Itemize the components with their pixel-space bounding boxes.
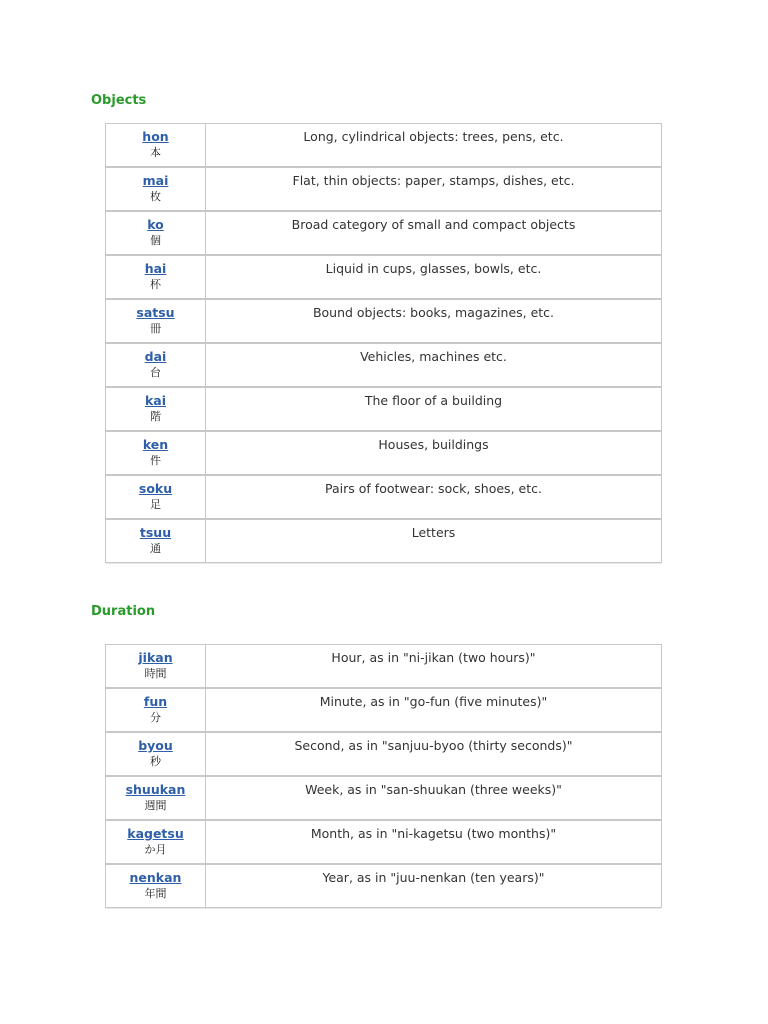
counter-cell (106, 821, 206, 863)
counter-meaning: Pairs of footwear: sock, shoes, etc. (325, 481, 542, 496)
table-row (105, 431, 662, 475)
counter-link-shuukan[interactable]: shuukan (125, 782, 186, 797)
counter-link-kagetsu[interactable]: kagetsu (127, 826, 184, 841)
table-row (105, 519, 662, 563)
table-row (105, 776, 662, 820)
counter-cell (106, 212, 206, 254)
counter-kanji: 秒 (150, 755, 161, 768)
counter-kanji: 時間 (144, 667, 167, 680)
counter-kanji: 週間 (144, 799, 167, 812)
counter-link-hai[interactable]: hai (144, 261, 167, 276)
table-row (105, 475, 662, 519)
table-row (105, 820, 662, 864)
counter-link-tsuu[interactable]: tsuu (139, 525, 172, 540)
counter-meaning: Bound objects: books, magazines, etc. (312, 305, 555, 320)
counter-cell (106, 733, 206, 775)
counter-meaning: Letters (411, 525, 456, 540)
counter-kanji: 件 (150, 454, 161, 467)
counter-meaning: Flat, thin objects: paper, stamps, dishes, etc. (292, 173, 575, 188)
table-row (105, 299, 662, 343)
counter-link-ken[interactable]: ken (142, 437, 169, 452)
table-row (105, 644, 662, 688)
counter-meaning: Second, as in "sanjuu-byoo (thirty seconds)" (294, 738, 573, 753)
counter-cell (106, 124, 206, 166)
counter-link-mai[interactable]: mai (142, 173, 169, 188)
counter-kanji: 本 (150, 146, 161, 159)
counter-link-jikan[interactable]: jikan (138, 650, 173, 665)
counter-kanji: 台 (150, 366, 161, 379)
counter-link-byou[interactable]: byou (138, 738, 173, 753)
counter-cell (106, 344, 206, 386)
counter-kanji: 杯 (150, 278, 161, 291)
table-row (105, 387, 662, 431)
counter-kanji: 通 (150, 542, 161, 555)
counter-link-hon[interactable]: hon (142, 129, 169, 144)
counter-meaning: Year, as in "juu-nenkan (ten years)" (322, 870, 545, 885)
counter-cell (106, 432, 206, 474)
counter-link-satsu[interactable]: satsu (136, 305, 175, 320)
table-row (105, 343, 662, 387)
table-row (105, 864, 662, 908)
counter-cell (106, 689, 206, 731)
counter-meaning: Month, as in "ni-kagetsu (two months)" (310, 826, 557, 841)
counter-meaning: Hour, as in "ni-jikan (two hours)" (331, 650, 536, 665)
counter-kanji: 分 (150, 711, 161, 724)
counter-link-soku[interactable]: soku (138, 481, 173, 496)
counter-cell (106, 476, 206, 518)
duration-table (105, 644, 662, 908)
counter-link-kai[interactable]: kai (144, 393, 167, 408)
counter-cell (106, 520, 206, 562)
counter-cell (106, 865, 206, 907)
counter-kanji: か月 (144, 843, 167, 856)
counter-kanji: 冊 (150, 322, 161, 335)
counter-cell (106, 645, 206, 687)
counter-kanji: 枚 (150, 190, 161, 203)
table-row (105, 688, 662, 732)
counter-kanji: 個 (150, 234, 161, 247)
counter-cell (106, 777, 206, 819)
counter-link-ko[interactable]: ko (147, 217, 164, 232)
counter-meaning: Broad category of small and compact objects (291, 217, 576, 232)
counter-cell (106, 168, 206, 210)
counter-link-fun[interactable]: fun (143, 694, 168, 709)
counter-link-nenkan[interactable]: nenkan (129, 870, 182, 885)
counter-meaning: Vehicles, machines etc. (360, 349, 507, 364)
counter-meaning: Week, as in "san-shuukan (three weeks)" (305, 782, 562, 797)
table-row (105, 211, 662, 255)
counter-kanji: 足 (150, 498, 161, 511)
counter-meaning: Houses, buildings (378, 437, 489, 452)
objects-table (105, 123, 662, 563)
counter-meaning: Long, cylindrical objects: trees, pens, etc. (303, 129, 564, 144)
counter-link-dai[interactable]: dai (144, 349, 167, 364)
table-row (105, 732, 662, 776)
counter-meaning: Minute, as in "go-fun (five minutes)" (319, 694, 548, 709)
counter-cell (106, 388, 206, 430)
table-row (105, 123, 662, 167)
section-title-duration: Duration (91, 604, 156, 619)
counter-kanji: 年間 (144, 887, 167, 900)
section-title-objects: Objects (91, 93, 147, 108)
counter-meaning: The floor of a building (364, 393, 503, 408)
counter-cell (106, 256, 206, 298)
table-row (105, 255, 662, 299)
counter-kanji: 階 (150, 410, 161, 423)
table-row (105, 167, 662, 211)
counter-meaning: Liquid in cups, glasses, bowls, etc. (325, 261, 542, 276)
counter-cell (106, 300, 206, 342)
